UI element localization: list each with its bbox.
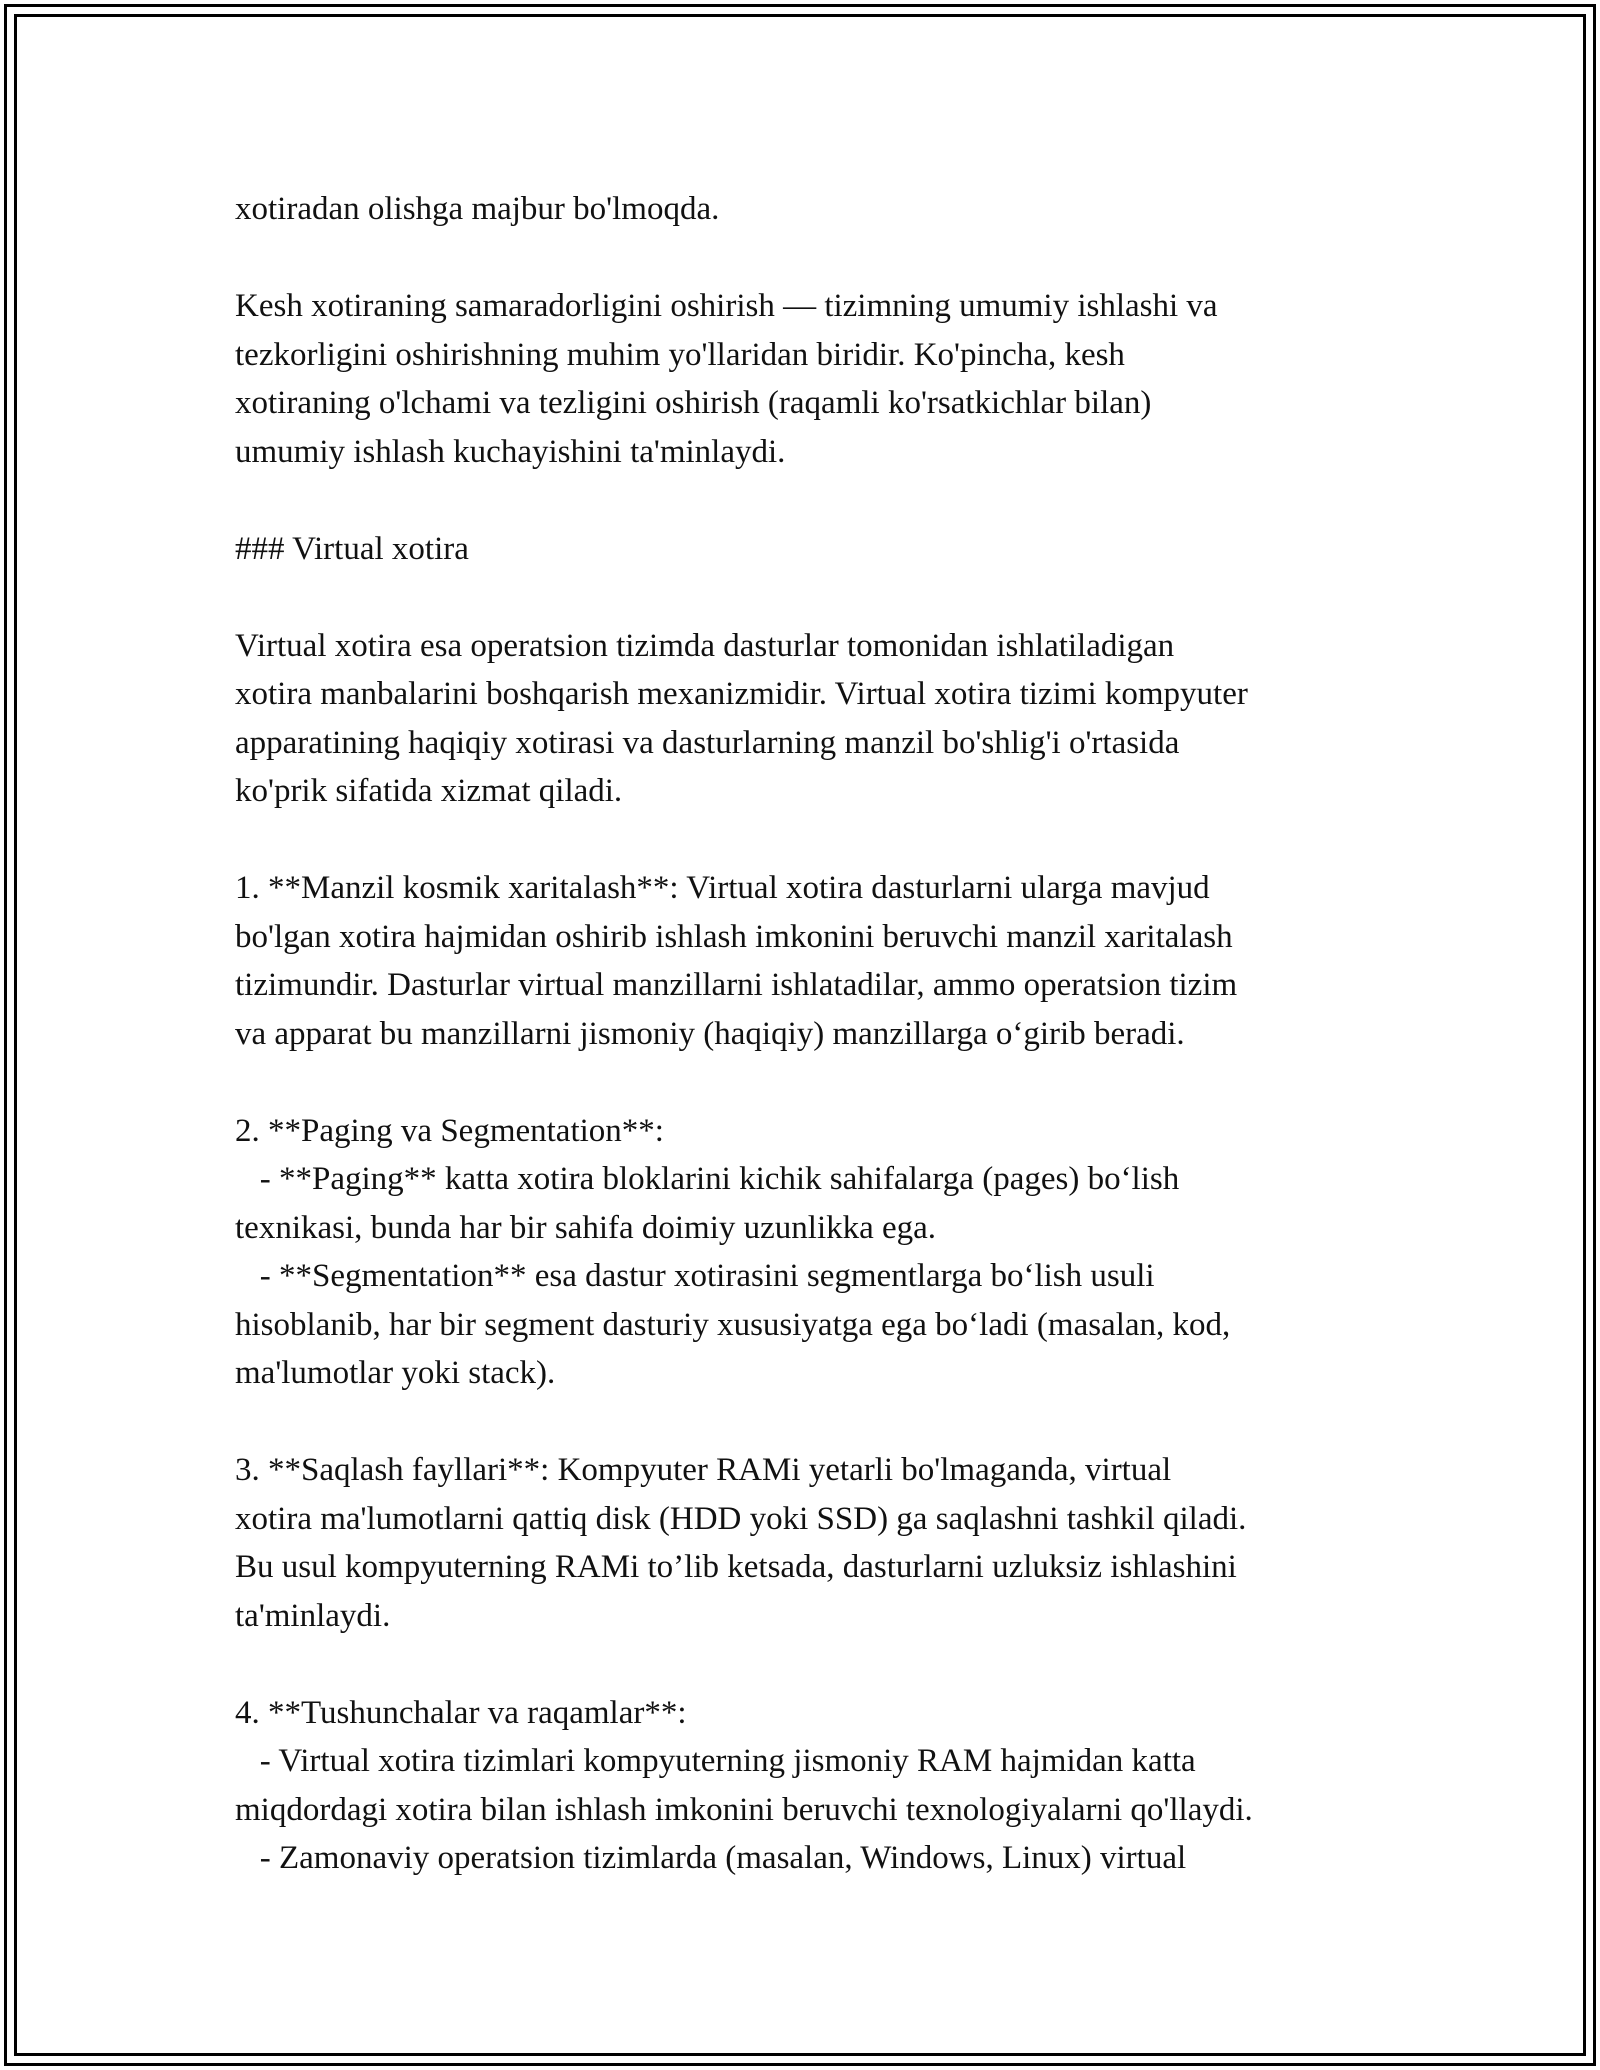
list-item-address-mapping — [235, 864, 1385, 1058]
text-line: tizimundir. Dasturlar virtual manzillarni ishlatadilar, ammo operatsion tizim — [235, 967, 1238, 1003]
list-item-swap-files — [235, 1446, 1385, 1640]
text-line: 2. **Paging va Segmentation**: — [235, 1112, 664, 1149]
paragraph-gap — [235, 1058, 1385, 1107]
text-line: ta'minlaydi. — [235, 1597, 391, 1634]
text-line: umumiy ishlash kuchayishini ta'minlaydi. — [235, 433, 786, 470]
text-line: miqdordagi xotira bilan ishlash imkonini beruvchi texnologiyalarni qo'llaydi. — [235, 1791, 1253, 1828]
list-item-paging-segmentation — [235, 1107, 1385, 1398]
text-line: - **Segmentation** esa dastur xotirasini segmentlarga bo‘lish usuli — [235, 1258, 1155, 1294]
text-line: hisoblanib, har bir segment dasturiy xususiyatga ega bo‘ladi (masalan, kod, — [235, 1306, 1231, 1343]
text-line: Virtual xotira esa operatsion tizimda dasturlar tomonidan ishlatiladigan — [235, 627, 1175, 664]
text-line: 4. **Tushunchalar va raqamlar**: — [235, 1694, 687, 1731]
text-line: ma'lumotlar yoki stack). — [235, 1355, 556, 1391]
heading-text: ### Virtual xotira — [235, 530, 469, 567]
paragraph-gap — [235, 1398, 1385, 1447]
paragraph-gap — [235, 234, 1385, 283]
text-line: 1. **Manzil kosmik xaritalash**: Virtual xotira dasturlarni ularga mavjud — [235, 870, 1210, 906]
text-line: xotira ma'lumotlarni qattiq disk (HDD yoki SSD) ga saqlashni tashkil qiladi. — [235, 1500, 1247, 1537]
cache-paragraph — [235, 282, 1385, 476]
document-body — [235, 185, 1385, 1883]
paragraph-gap — [235, 816, 1385, 865]
text-line: Bu usul kompyuterning RAMi to’lib ketsada, dasturlarni uzluksiz ishlashini — [235, 1549, 1237, 1585]
paragraph-gap — [235, 573, 1385, 622]
text-line: ko'prik sifatida xizmat qiladi. — [235, 773, 623, 809]
text-line: - **Paging** katta xotira bloklarini kichik sahifalarga (pages) bo‘lish — [235, 1161, 1180, 1197]
intro-paragraph — [235, 185, 1385, 234]
text-line: texnikasi, bunda har bir sahifa doimiy uzunlikka ega. — [235, 1209, 937, 1246]
text-line: Kesh xotiraning samaradorligini oshirish — tizimning umumiy ishlashi va — [235, 288, 1218, 324]
text-line: 3. **Saqlash fayllari**: Kompyuter RAMi yetarli bo'lmaganda, virtual — [235, 1452, 1172, 1488]
text-line: xotiradan olishga majbur bo'lmoqda. — [235, 191, 720, 227]
text-line: bo'lgan xotira hajmidan oshirib ishlash imkonini beruvchi manzil xaritalash — [235, 918, 1233, 955]
text-line: apparatining haqiqiy xotirasi va dasturlarning manzil bo'shlig'i o'rtasida — [235, 724, 1180, 761]
text-line: - Virtual xotira tizimlari kompyuterning jismoniy RAM hajmidan katta — [235, 1743, 1196, 1779]
text-line: xotira manbalarini boshqarish mexanizmidir. Virtual xotira tizimi kompyuter — [235, 676, 1248, 712]
section-heading — [235, 525, 1385, 574]
text-line: tezkorligini oshirishning muhim yo'llaridan biridir. Ko'pincha, kesh — [235, 336, 1125, 373]
text-line: xotiraning o'lchami va tezligini oshirish (raqamli ko'rsatkichlar bilan) — [235, 385, 1152, 421]
paragraph-gap — [235, 476, 1385, 525]
list-item-concepts-numbers — [235, 1689, 1385, 1883]
virtual-memory-paragraph — [235, 622, 1385, 816]
paragraph-gap — [235, 1640, 1385, 1689]
text-line: - Zamonaviy operatsion tizimlarda (masalan, Windows, Linux) virtual — [235, 1840, 1187, 1876]
text-line: va apparat bu manzillarni jismoniy (haqiqiy) manzillarga o‘girib beradi. — [235, 1015, 1185, 1052]
